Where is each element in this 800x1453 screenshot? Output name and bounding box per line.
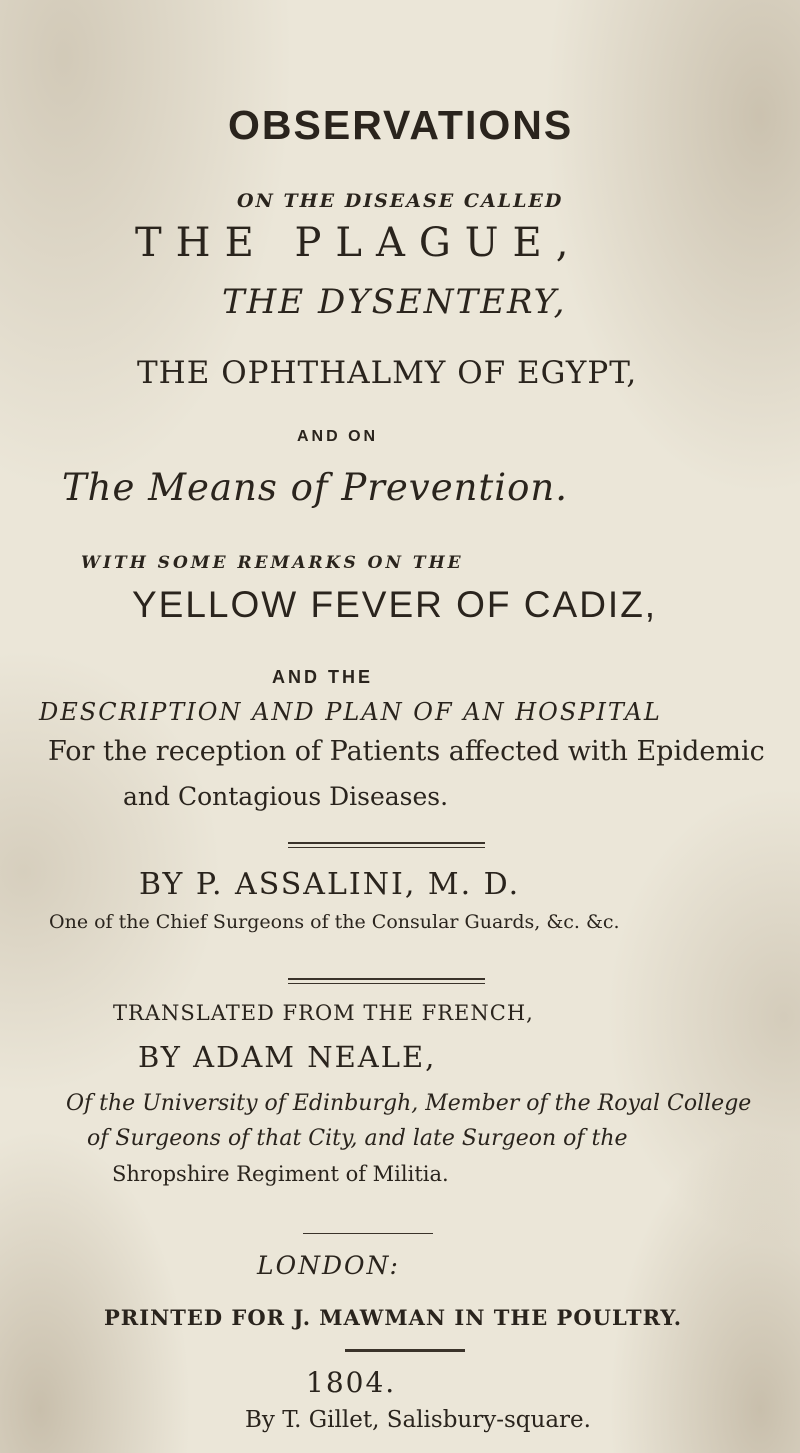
author-name: BY P. ASSALINI, M. D.: [139, 867, 521, 902]
translator-description: Shropshire Regiment of Militia.: [112, 1162, 449, 1186]
hospital-description: DESCRIPTION AND PLAN OF AN HOSPITAL: [39, 698, 662, 726]
contagious-line: and Contagious Diseases.: [123, 782, 449, 811]
subtitle-on-disease: ON THE DISEASE CALLED: [237, 190, 564, 212]
translated-line: TRANSLATED FROM THE FRENCH,: [113, 1001, 534, 1025]
translator-name: BY ADAM NEALE,: [138, 1040, 437, 1074]
ornament-rule: [303, 1233, 433, 1234]
divider-rule: [345, 1349, 465, 1352]
author-role: One of the Chief Surgeons of the Consular Guards, &c. &c.: [49, 911, 620, 933]
and-on: AND ON: [297, 428, 379, 445]
imprint-year: 1804.: [306, 1366, 397, 1399]
title-dysentery: THE DYSENTERY,: [222, 282, 567, 322]
translator-description: Of the University of Edinburgh, Member of the Royal College: [66, 1091, 752, 1116]
translator-description: of Surgeons of that City, and late Surgeon of the: [87, 1126, 628, 1151]
reception-line: For the reception of Patients affected with Epidemic: [48, 736, 765, 767]
main-title: OBSERVATIONS: [228, 102, 574, 148]
title-ophthalmy: THE OPHTHALMY OF EGYPT,: [137, 355, 638, 391]
and-the: AND THE: [272, 667, 373, 687]
divider-rule: [288, 842, 485, 844]
divider-rule: [288, 978, 485, 980]
printed-by: By T. Gillet, Salisbury-square.: [245, 1407, 591, 1433]
title-prevention: The Means of Prevention.: [62, 466, 568, 509]
imprint-printer: PRINTED FOR J. MAWMAN IN THE POULTRY.: [104, 1305, 683, 1330]
title-yellow-fever: YELLOW FEVER OF CADIZ,: [132, 584, 658, 625]
title-plague: THE PLAGUE,: [135, 220, 583, 266]
imprint-place: LONDON:: [257, 1251, 400, 1280]
remarks-line: WITH SOME REMARKS ON THE: [81, 553, 464, 573]
